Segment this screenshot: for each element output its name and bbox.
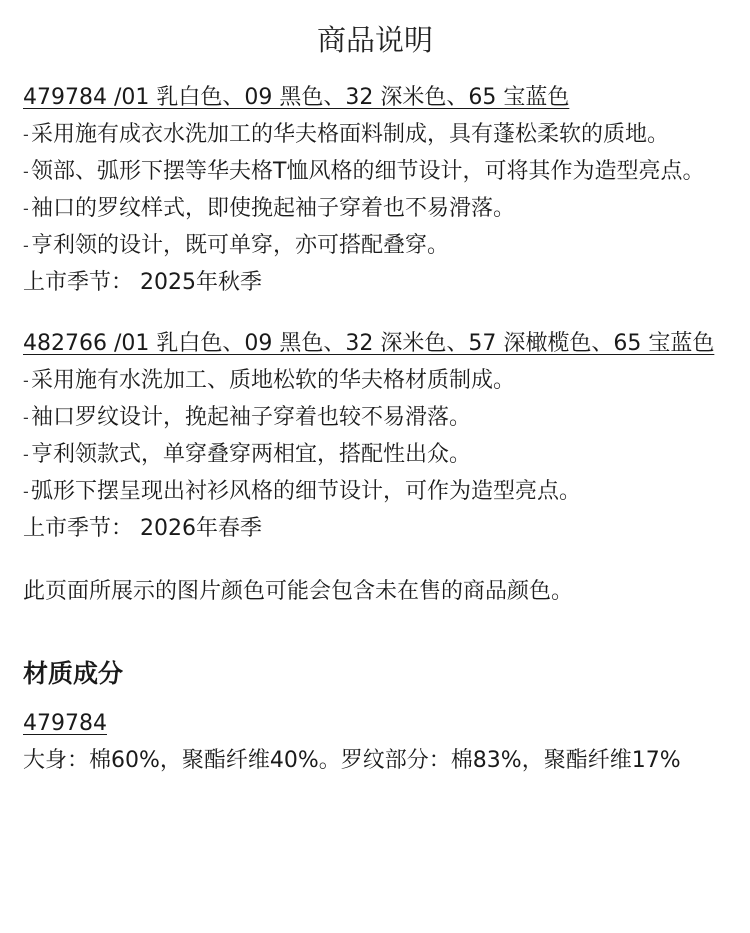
- feature-bullet: [23, 362, 733, 399]
- feature-text: 袖口罗纹设计，挽起袖子穿着也较不易滑落。: [31, 405, 472, 430]
- release-season: 上市季节： 2025年秋季: [23, 270, 262, 295]
- bullet-dash: -: [23, 482, 29, 501]
- product-block: [23, 79, 733, 301]
- product-header: 479784 /01 乳白色、09 黑色、32 深米色、65 宝蓝色: [23, 85, 570, 110]
- material-composition: 大身：棉60%，聚酯纤维40%。罗纹部分：棉83%，聚酯纤维17%: [23, 748, 681, 773]
- bullet-dash: -: [23, 371, 29, 390]
- release-season: 上市季节： 2026年春季: [23, 516, 262, 541]
- feature-bullet: [23, 399, 733, 436]
- bullet-dash: -: [23, 162, 29, 181]
- bullet-dash: -: [23, 408, 29, 427]
- bullet-dash: -: [23, 236, 29, 255]
- feature-bullet: [23, 473, 733, 510]
- product-block: [23, 325, 733, 547]
- material-product-code: 479784: [23, 711, 107, 736]
- color-disclaimer: 此页面所展示的图片颜色可能会包含未在售的商品颜色。: [23, 579, 574, 604]
- feature-bullet: [23, 116, 733, 153]
- feature-bullet: [23, 227, 733, 264]
- feature-bullet: [23, 153, 733, 190]
- feature-text: 弧形下摆呈现出衬衫风格的细节设计，可作为造型亮点。: [31, 479, 582, 504]
- bullet-dash: -: [23, 445, 29, 464]
- bullet-dash: -: [23, 199, 29, 218]
- material-section-title: 材质成分: [23, 659, 124, 688]
- feature-bullet: [23, 190, 733, 227]
- feature-text: 亨利领的设计，既可单穿，亦可搭配叠穿。: [31, 233, 450, 258]
- bullet-dash: -: [23, 125, 29, 144]
- feature-bullet: [23, 436, 733, 473]
- feature-text: 采用施有水洗加工、质地松软的华夫格材质制成。: [31, 368, 516, 393]
- product-header: 482766 /01 乳白色、09 黑色、32 深米色、57 深橄榄色、65 宝蓝色: [23, 331, 715, 356]
- feature-text: 采用施有成衣水洗加工的华夫格面料制成，具有蓬松柔软的质地。: [31, 122, 670, 147]
- feature-text: 袖口的罗纹样式，即使挽起袖子穿着也不易滑落。: [31, 196, 516, 221]
- content-area: [23, 79, 733, 779]
- feature-text: 亨利领款式，单穿叠穿两相宜，搭配性出众。: [31, 442, 472, 467]
- page-title: 商品说明: [316, 23, 433, 57]
- feature-text: 领部、弧形下摆等华夫格T恤风格的细节设计，可将其作为造型亮点。: [31, 159, 705, 184]
